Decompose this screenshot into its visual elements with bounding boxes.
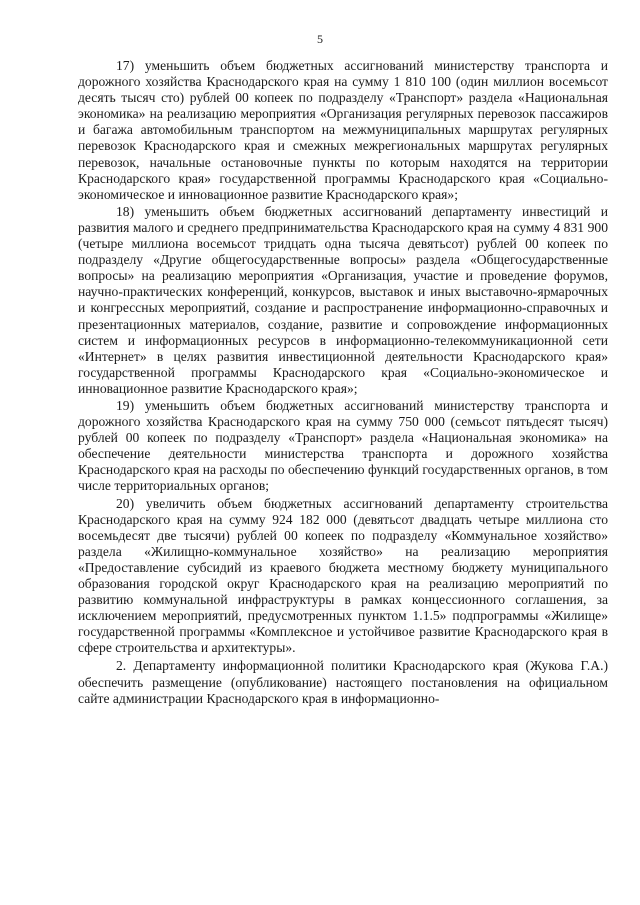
document-body (78, 58, 608, 708)
paragraph-item-20: 20) увеличить объем бюджетных ассигнований департаменту строительства Краснодарского края на сумму 924 182 000 (девятьсот двадцать четыре миллиона сто восемьдесят две тысячи) рублей 00 копеек по подразделу «Коммунальное хозяйство» раздела «Жилищно-коммунальное хозяйство» на реализацию мероприятия «Предоставление субсидий из краевого бюджета местному бюджету муниципального образования городской округ Краснодарского края на реализацию мероприятий по развитию коммунальной инфраструктуры в рамках концессионного соглашения, за исключением мероприятий, предусмотренных пунктом 1.1.5» подпрограммы «Жилище» государственной программы «Комплексное и устойчивое развитие Краснодарского края в сфере строительства и архитектуры». (78, 495, 608, 656)
page-number: 5 (317, 32, 323, 46)
paragraph-point-2: 2. Департаменту информационной политики Краснодарского края (Жукова Г.А.) обеспечить размещение (опубликование) настоящего постановления на официальном сайте администрации Краснодарского края в информационно- (78, 658, 608, 706)
paragraph-item-19: 19) уменьшить объем бюджетных ассигнований министерству транспорта и дорожного хозяйства Краснодарского края на сумму 750 000 (семьсот пятьдесят тысяч) рублей 00 копеек по подразделу «Транспорт» раздела «Национальная экономика» на обеспечение деятельности министерства транспорта и дорожного хозяйства Краснодарского края на расходы по обеспечению функций государственных органов, в том числе территориальных органов; (78, 397, 608, 494)
paragraph-item-18: 18) уменьшить объем бюджетных ассигнований департаменту инвестиций и развития малого и среднего предпринимательства Краснодарского края на сумму 4 831 900 (четыре миллиона восемьсот тридцать одна тысяча девятьсот) рублей 00 копеек по подразделу «Другие общегосударственные вопросы» раздела «Общегосударственные вопросы» на реализацию мероприятия «Организация, участие и проведение форумов, научно-практических конференций, конкурсов, выставок и иных выставочно-ярмарочных и конгрессных мероприятий, создание и распространение информационно-справочных и презентационных материалов, создание, развитие и сопровождение информационных систем и информационных ресурсов в информационно-телекоммуникационной сети «Интернет» в целях развития инвестиционной деятельности Краснодарского края» государственной программы Краснодарского края «Социально-экономическое и инновационное развитие Краснодарского края»; (78, 203, 608, 396)
paragraph-item-17: 17) уменьшить объем бюджетных ассигнований министерству транспорта и дорожного хозяйства Краснодарского края на сумму 1 810 100 (один миллион восемьсот десять тысяч сто) рублей 00 копеек по подразделу «Транспорт» раздела «Национальная экономика» на реализацию мероприятия «Организация регулярных перевозок пассажиров и багажа автомобильным транспортом на межмуниципальных маршрутах регулярных перевозок Краснодарского края и смежных межрегиональных маршрутах регулярных перевозок, начальные остановочные пункты по которым находятся на территории Краснодарского края» государственной программы Краснодарского края «Социально-экономическое и инновационное развитие Краснодарского края»; (78, 58, 608, 202)
